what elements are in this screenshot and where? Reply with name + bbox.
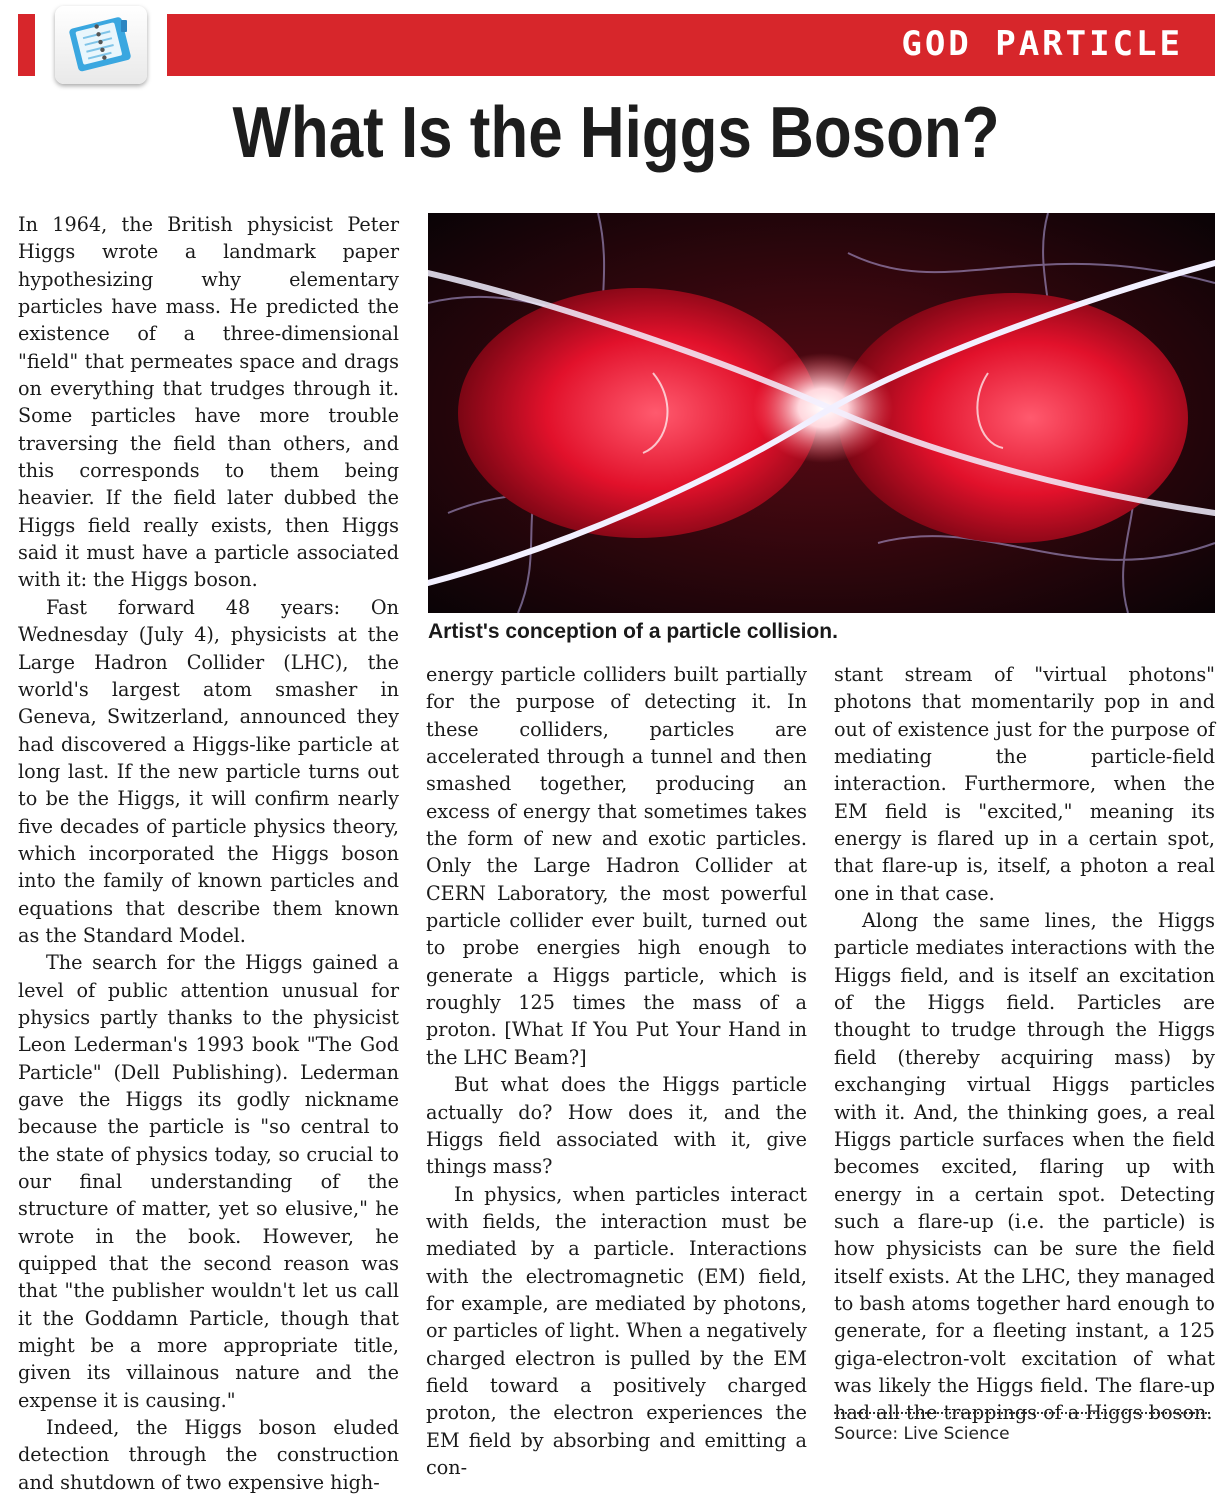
- header-bar: [167, 14, 1215, 76]
- paragraph: Along the same lines, the Higgs particle mediates interactions with the Higgs field, and is itself an excitation of the Higgs field. Particles are thought to trudge through the Higgs field (thereby acquiring mass) by exchanging virtual Higgs particles with it. And, the thinking goes, a real Higgs particle surfaces when the field becomes excited, flaring up with energy in a certain spot. Detecting such a flare-up (i.e. the particle) is how physicists can be sure the field itself exists. At the LHC, they managed to bash atoms together hard enough to generate, for a fleeting instant, a 125 giga-electron-volt excitation of what was likely the Higgs field. The flare-up had all the trappings of a Higgs boson.: [834, 909, 1215, 1425]
- article-column-3: [834, 661, 1215, 1427]
- source-divider: [834, 1412, 1210, 1414]
- section-label: GOD PARTICLE: [901, 24, 1183, 64]
- paragraph: Fast forward 48 years: On Wednesday (July 4), physicists at the Large Hadron Collider (LHC), the world's largest atom smasher in Geneva, Switzerland, announced they had discovered a Higgs-like particle at long last. If the new particle turns out to be the Higgs, it will confirm nearly five decades of particle physics theory, which incorporated the Higgs boson into the family of known particles and equations that describe them known as the Standard Model.: [18, 595, 399, 947]
- source-credit: Source: Live Science: [834, 1424, 1010, 1444]
- article-column-1: [18, 211, 399, 1496]
- particle-collision-illustration: [428, 213, 1215, 613]
- image-caption: Artist's conception of a particle collision.: [428, 620, 838, 643]
- article-column-2: [426, 661, 807, 1481]
- paragraph: Indeed, the Higgs boson eluded detection through the construction and shutdown of two expensive high-: [18, 1416, 399, 1494]
- paragraph: In 1964, the British physicist Peter Higgs wrote a landmark paper hypothesizing why elementary particles have mass. He predicted the existence of a three-dimensional "field" that permeates space and drags on everything that trudges through it. Some particles have more trouble traversing the field than others, and this corresponds to them being heavier. If the field later dubbed the Higgs field really exists, then Higgs said it must have a particle associated with it: the Higgs boson.: [18, 213, 399, 592]
- paragraph: The search for the Higgs gained a level of public attention unusual for physics partly thanks to the physicist Leon Lederman's 1993 book "The God Particle" (Dell Publishing). Lederman gave the Higgs its godly nickname because the particle is "so central to the state of physics today, so crucial to our final understanding of the structure of matter, yet so elusive," he wrote in the book. However, he quipped that the second reason was that "the publisher wouldn't let us call it the Goddamn Particle, though that might be a more appropriate title, given its villainous nature and the expense it is causing.": [18, 951, 399, 1412]
- paragraph: stant stream of "virtual photons" photons that momentarily pop in and out of existence just for the purpose of mediating the particle-field interaction. Furthermore, when the EM field is "excited," meaning its energy is flared up in a certain spot, that flare-up is, itself, a photon a real one in that case.: [834, 663, 1215, 905]
- paragraph: energy particle colliders built partially for the purpose of detecting it. In these colliders, particles are accelerated through a tunnel and then smashed together, producing an excess of energy that sometimes takes the form of new and exotic particles. Only the Large Hadron Collider at CERN Laboratory, the most powerful particle collider ever built, turned out to probe energies high enough to generate a Higgs particle, which is roughly 125 times the mass of a proton. [What If You Put Your Hand in the LHC Beam?]: [426, 663, 807, 1069]
- article-title: What Is the Higgs Boson?: [232, 93, 1000, 173]
- notebook-icon: [55, 6, 147, 84]
- paragraph: In physics, when particles interact with fields, the interaction must be mediated by a particle. Interactions with the electromagnetic (EM) field, for example, are mediated by photons, or particles of light. When a negatively charged electron is pulled by the EM field toward a positively charged proton, the electron experiences the EM field by absorbing and emitting a con-: [426, 1182, 807, 1479]
- header-accent-bar: [18, 14, 35, 76]
- paragraph: But what does the Higgs particle actually do? How does it, and the Higgs field associated with it, give things mass?: [426, 1073, 807, 1179]
